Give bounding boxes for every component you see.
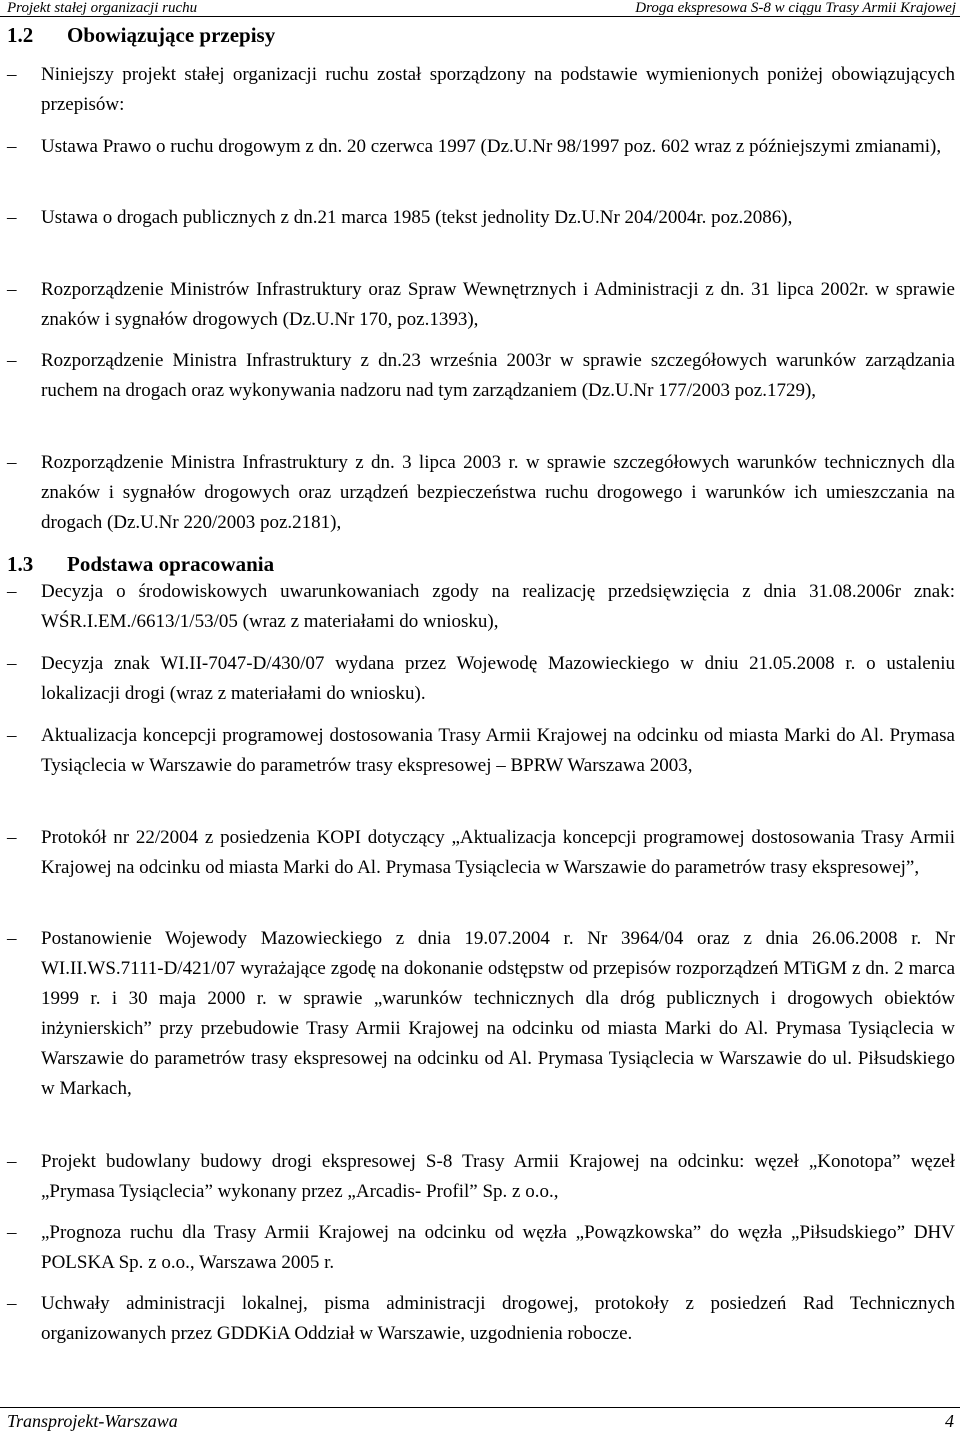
list-item-text: Aktualizacja koncepcji programowej dostosowania Trasy Armii Krajowej na odcinku od miasta Marki do Al. Prymasa Tysiąclecia w Warszawie do parametrów trasy ekspresowej – BPRW Warszawa 2003, [41, 725, 955, 776]
list-item [0, 1218, 960, 1278]
list-item [0, 924, 960, 1104]
list-item [0, 60, 960, 120]
list-marker: – [7, 350, 17, 371]
section-heading-1-3 [7, 551, 274, 577]
list-item-text: Rozporządzenie Ministrów Infrastruktury oraz Spraw Wewnętrznych i Administracji z dn. 31 lipca 2002r. w sprawie znaków i sygnałów drogowych (Dz.U.Nr 170, poz.1393), [41, 279, 955, 330]
list-item-text: Postanowienie Wojewody Mazowieckiego z dnia 19.07.2004 r. Nr 3964/04 oraz z dnia 26.06.2008 r. Nr WI.II.WS.7111-D/421/07 wyrażające zgodę na dokonanie odstępstw od przepisów rozporządzeń MTiGM z dn. 2 marca 1999 r. i 30 maja 2000 r. w sprawie „warunków technicznych dla dróg publicznych i drogowych obiektów inżynierskich” przy przebudowie Trasy Armii Krajowej na odcinku od miasta Marki do Al. Prymasa Tysiąclecia w Warszawie do parametrów trasy ekspresowej na odcinku od Al. Prymasa Tysiąclecia w Warszawie do ul. Piłsudskiego w Markach, [41, 928, 955, 1099]
list-item [0, 1147, 960, 1207]
list-item-text: Ustawa Prawo o ruchu drogowym z dn. 20 czerwca 1997 (Dz.U.Nr 98/1997 poz. 602 wraz z późniejszymi zmianami), [41, 136, 942, 157]
page-number: 4 [945, 1411, 954, 1431]
list-item [0, 203, 960, 233]
header-road-title: Droga ekspresowa S-8 w ciągu Trasy Armii Krajowej [635, 0, 956, 16]
list-item-text: Rozporządzenie Ministra Infrastruktury z dn.23 września 2003r w sprawie szczegółowych warunków zarządzania ruchem na drogach oraz wykonywania nadzoru nad tym zarządzaniem (Dz.U.Nr 177/2003 poz.1729), [41, 350, 955, 401]
list-item [0, 721, 960, 781]
list-marker: – [7, 1222, 17, 1243]
list-marker: – [7, 136, 17, 157]
page-header [0, 0, 960, 17]
list-item [0, 346, 960, 406]
list-item-text: „Prognoza ruchu dla Trasy Armii Krajowej na odcinku od węzła „Powązkowska” do węzła „Piłsudskiego” DHV POLSKA Sp. z o.o., Warszawa 2005 r. [41, 1222, 955, 1273]
list-item [0, 132, 960, 162]
list-item-text: Decyzja znak WI.II-7047-D/430/07 wydana przez Wojewodę Mazowieckiego w dniu 21.05.2008 r. o ustaleniu lokalizacji drogi (wraz z materiałami do wniosku). [41, 653, 955, 704]
list-item-text: Decyzja o środowiskowych uwarunkowaniach zgody na realizację przedsięwzięcia z dnia 31.08.2006r znak: WŚR.I.EM./6613/1/53/05 (wraz z materiałami do wniosku), [41, 581, 955, 632]
section-number: 1.2 [7, 23, 34, 47]
list-marker: – [7, 581, 17, 602]
list-item-text: Projekt budowlany budowy drogi ekspresowej S-8 Trasy Armii Krajowej na odcinku: węzeł „Konotopa” węzeł „Prymasa Tysiąclecia” wykonany przez „Arcadis- Profil” Sp. z o.o., [41, 1151, 955, 1202]
list-marker: – [7, 725, 17, 746]
section-heading-1-2 [7, 22, 275, 48]
list-item-text: Uchwały administracji lokalnej, pisma administracji drogowej, protokoły z posiedzeń Rad Technicznych organizowanych przez GDDKiA Oddział w Warszawie, uzgodnienia robocze. [41, 1293, 955, 1344]
list-marker: – [7, 279, 17, 300]
list-marker: – [7, 64, 17, 85]
footer-company: Transprojekt-Warszawa [7, 1411, 178, 1431]
section-title: Podstawa opracowania [67, 552, 275, 576]
list-marker: – [7, 452, 17, 473]
page-footer [0, 1407, 960, 1433]
list-marker: – [7, 653, 17, 674]
list-item [0, 275, 960, 335]
list-item [0, 448, 960, 538]
list-marker: – [7, 928, 17, 949]
list-marker: – [7, 827, 17, 848]
list-marker: – [7, 207, 17, 228]
list-item-text: Rozporządzenie Ministra Infrastruktury z dn. 3 lipca 2003 r. w sprawie szczegółowych warunków technicznych dla znaków i sygnałów drogowych oraz urządzeń bezpieczeństwa ruchu drogowego i warunków ich umieszczania na drogach (Dz.U.Nr 220/2003 poz.2181), [41, 452, 955, 533]
list-item [0, 577, 960, 637]
list-item [0, 1289, 960, 1349]
list-item-text: Protokół nr 22/2004 z posiedzenia KOPI dotyczący „Aktualizacja koncepcji programowej dostosowania Trasy Armii Krajowej na odcinku od miasta Marki do Al. Prymasa Tysiąclecia w Warszawie do parametrów trasy ekspresowej”, [41, 827, 955, 878]
header-project-title: Projekt stałej organizacji ruchu [7, 0, 198, 16]
list-item [0, 649, 960, 709]
list-item [0, 823, 960, 883]
list-marker: – [7, 1293, 17, 1314]
section-number: 1.3 [7, 552, 34, 576]
list-item-text: Ustawa o drogach publicznych z dn.21 marca 1985 (tekst jednolity Dz.U.Nr 204/2004r. poz.2086), [41, 207, 793, 228]
list-item-text: Niniejszy projekt stałej organizacji ruchu został sporządzony na podstawie wymienionych poniżej obowiązujących przepisów: [41, 64, 955, 115]
section-title: Obowiązujące przepisy [67, 23, 276, 47]
list-marker: – [7, 1151, 17, 1172]
